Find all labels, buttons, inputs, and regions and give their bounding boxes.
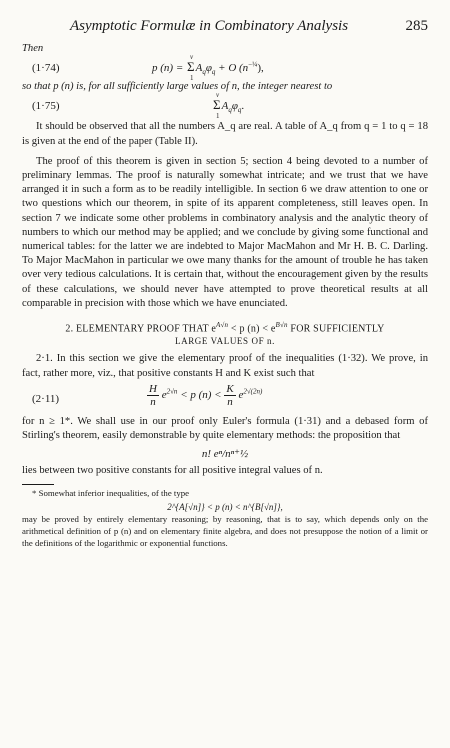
equation-1-74 <box>22 53 428 83</box>
page-header <box>22 18 428 38</box>
fraction-h-over-n: $\frac{H}{n}$ <box>149 382 157 408</box>
section-2-1-paragraph: 2·1. In this section we give the elementary proof of the inequalities (1·32). We prove, in fact, rather more, viz., that positive constants H and K exist such that <box>22 353 428 379</box>
real-numbers-paragraph: It should be observed that all the numbers A_q are real. A table of A_q from q = 1 to q = 18 is given at the end of the paper (Table II). <box>22 121 428 147</box>
lies-between-paragraph: lies between two positive constants for all positive integral values of n. <box>22 465 323 477</box>
equation-body: $\frac{H}{n}$ $e^{2√n} < p$ (n) < $\frac{K}{n}$ $e^{2√(2n)}$ <box>149 382 263 408</box>
for-n-paragraph: for n ≥ 1*. We shall use in our proof only Euler's formula (1·31) and a debased form of Stirling's theorem, easily demonstrable by quite elementary methods: the proposition that <box>22 415 428 441</box>
stirling-expression: n! eⁿ/nⁿ⁺½ <box>201 448 249 461</box>
equation-1-75 <box>22 91 428 121</box>
equation-number: (2·11) <box>32 392 60 405</box>
then-label: Then <box>22 43 44 54</box>
equation-2-11 <box>22 381 428 415</box>
equation-body: Σ ν 1 $A_q\varphi_q$. <box>213 91 245 121</box>
equation-number: (1·74) <box>32 62 60 75</box>
section-2-heading-line2: LARGE VALUES OF n. <box>175 336 275 347</box>
footnote-formula: 2^{A[√n]} < p (n) < n^{B[√n]}, <box>167 502 283 513</box>
sum-symbol: Σ ν 1 <box>187 53 195 83</box>
so-that-paragraph: so that p (n) is, for all sufficiently large values of n, the integer nearest to <box>22 81 333 93</box>
equation-number: (1·75) <box>32 100 60 113</box>
footnote-body: may be proved by entirely elementary reasoning; by reasoning, that is to say, which depends only on the arithmetical definition of p (n) and on elementary finite algebra, and does not presuppose the notion of a limit or the definitions of the logarithmic or exponential functions. <box>22 514 428 548</box>
page-number: 285 <box>405 18 428 34</box>
running-title: Asymptotic Formulæ in Combinatory Analysis <box>70 18 349 34</box>
sum-symbol: Σ ν 1 <box>213 91 221 121</box>
section-2-heading: 2. ELEMENTARY PROOF THAT $e^{A√n} < p$ $(n) < e^{B√n}$ FOR SUFFICIENTLY <box>65 321 385 335</box>
footnote-rule <box>22 484 54 485</box>
proof-paragraph: The proof of this theorem is given in section 5; section 4 being devoted to a number of preliminary lemmas. The proof is naturally somewhat intricate; and we trust that we have arranged it in such a form as to be readily intelligible. In section 6 we draw attention to one or two questions which our theorem, in spite of its apparent completeness, still leaves open. In section 7 we indicate some other problems in combinatory analysis and the analytic theory of numbers to which our method may be applied; and we conclude by giving some functional and numerical tables: for the latter we are indebted to Major MacMahon and Mr H. B. C. Darling. To Major MacMahon in particular we owe many thanks for the amount of trouble he has taken over very tedious calculations. It is certain that, without the encouragement given by the results of these calculations, we should never have attempted to prove theoretical results at all comparable in precision with those which we have enunciated. <box>22 155 428 309</box>
footnote-intro: * Somewhat inferior inequalities, of the type <box>32 488 190 499</box>
fraction-k-over-n: $\frac{K}{n}$ <box>226 382 234 408</box>
equation-body: p (n) = Σ ν 1 $A_q\varphi_q + O$ $(n^{-\frac{1}{4}})$, <box>152 53 264 83</box>
